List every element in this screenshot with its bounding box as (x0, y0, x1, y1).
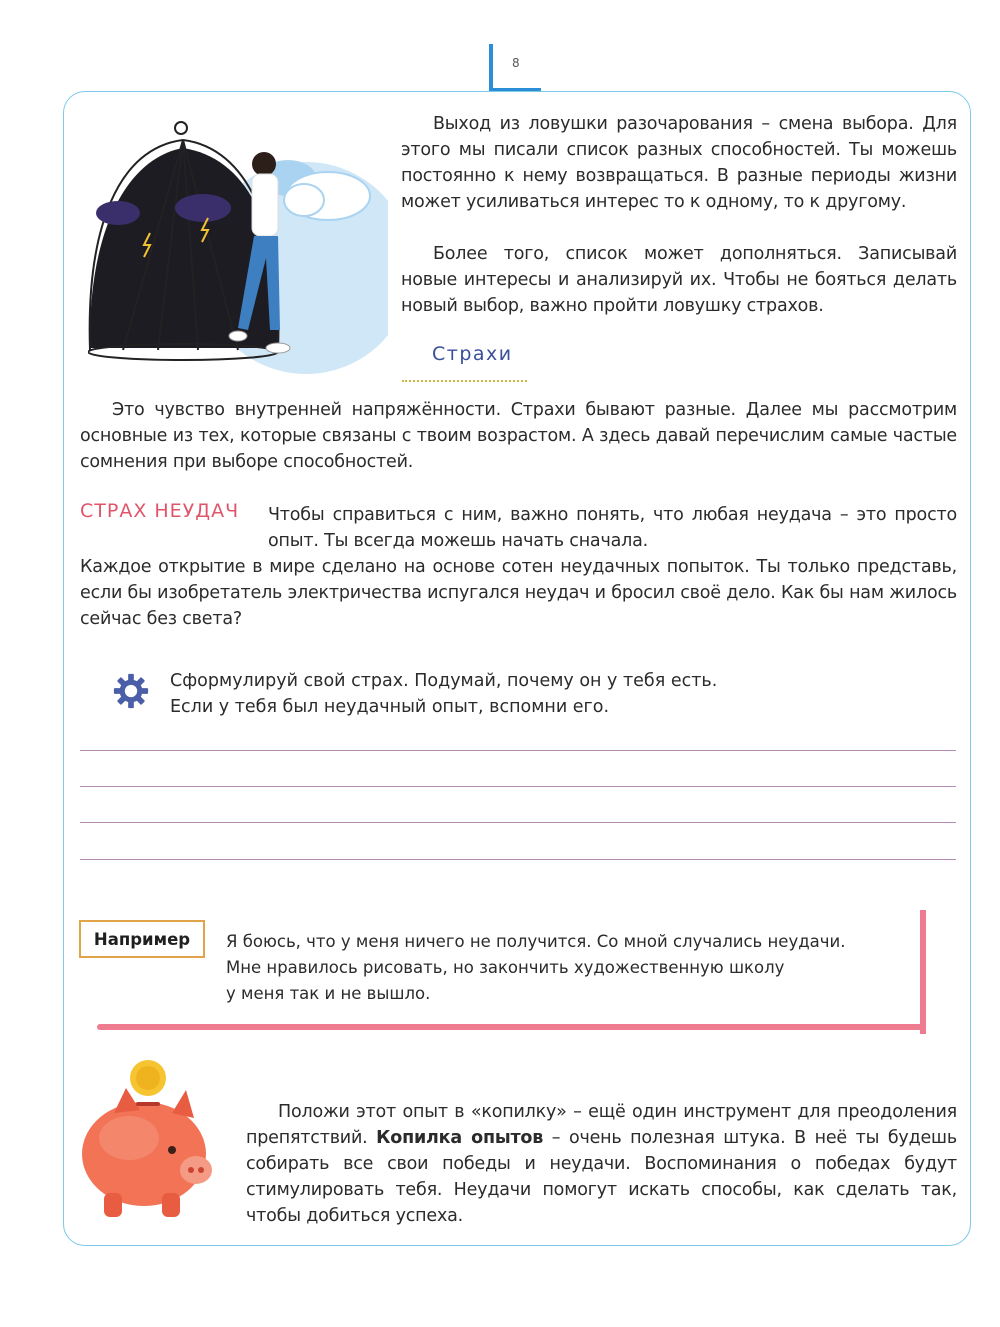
example-line-3: у меня так и не вышло. (226, 984, 431, 1003)
fears-paragraph: Это чувство внутренней напряжённости. Страхи бывают разные. Далее мы рассмотрим основные из тех, которые связаны с твоим возрастом. А здесь давай перечислим самые частые сомнения при выборе способностей. (80, 400, 957, 472)
example-line-1: Я боюсь, что у меня ничего не получится. Со мной случались неудачи. (226, 932, 846, 951)
piggy-bank-illustration (74, 1058, 214, 1223)
example-text (226, 929, 916, 1007)
piggy-bank-text-before: Положи этот опыт в «копилку» – ещё один инструмент для преодоления препятствий. (246, 1102, 957, 1148)
example-frame-horizontal (97, 1024, 926, 1030)
task-instruction (170, 668, 870, 720)
example-frame-vertical (920, 910, 926, 1034)
piggy-bank-text-after: – очень полезная штука. В неё ты будешь собирать все свои победы и неудачи. Воспоминания о победах будут стимулировать тебя. Неудачи помогут искать способы, как сделать так, чтобы добиться успеха. (246, 1128, 957, 1226)
fears-heading: Страхи (432, 343, 513, 365)
failure-paragraph-start: Чтобы справиться с ним, важно понять, что любая неудача – это просто опыт. Ты всегда можешь начать сначала. (268, 505, 957, 551)
gear-icon (112, 672, 150, 710)
failure-fear-label: СТРАХ НЕУДАЧ (80, 500, 240, 522)
example-line-2: Мне нравилось рисовать, но закончить художественную школу (226, 958, 785, 977)
piggy-bank-paragraph (246, 1099, 957, 1229)
example-label: Например (79, 920, 205, 958)
intro-paragraph-1: Выход из ловушки разочарования – смена выбора. Для этого мы писали список разных способностей. Ты можешь постоянно к нему возвращаться. В разные периоды жизни может усиливаться интерес то к одному, то к другому. (401, 114, 957, 212)
failure-paragraph-rest: Каждое открытие в мире сделано на основе сотен неудачных попыток. Ты только представь, если бы изобретатель электричества испугался неудач и бросил своё дело. Как бы нам жилось сейчас без света? (80, 557, 957, 629)
task-line-1: Сформулируй свой страх. Подумай, почему он у тебя есть. (170, 671, 718, 691)
intro-paragraph-2: Более того, список может дополняться. Записывай новые интересы и анализируй их. Чтобы не бояться делать новый выбор, важно пройти ловушку страхов. (401, 244, 957, 316)
page-number: 8 (512, 56, 520, 70)
piggy-bank-bold-term: Копилка опытов (376, 1128, 544, 1148)
writing-line-3[interactable] (80, 822, 956, 823)
heading-underline (402, 380, 527, 382)
writing-line-1[interactable] (80, 750, 956, 751)
writing-line-4[interactable] (80, 859, 956, 860)
woman-cage-illustration (88, 118, 388, 374)
writing-line-2[interactable] (80, 786, 956, 787)
task-line-2: Если у тебя был неудачный опыт, вспомни его. (170, 697, 610, 717)
